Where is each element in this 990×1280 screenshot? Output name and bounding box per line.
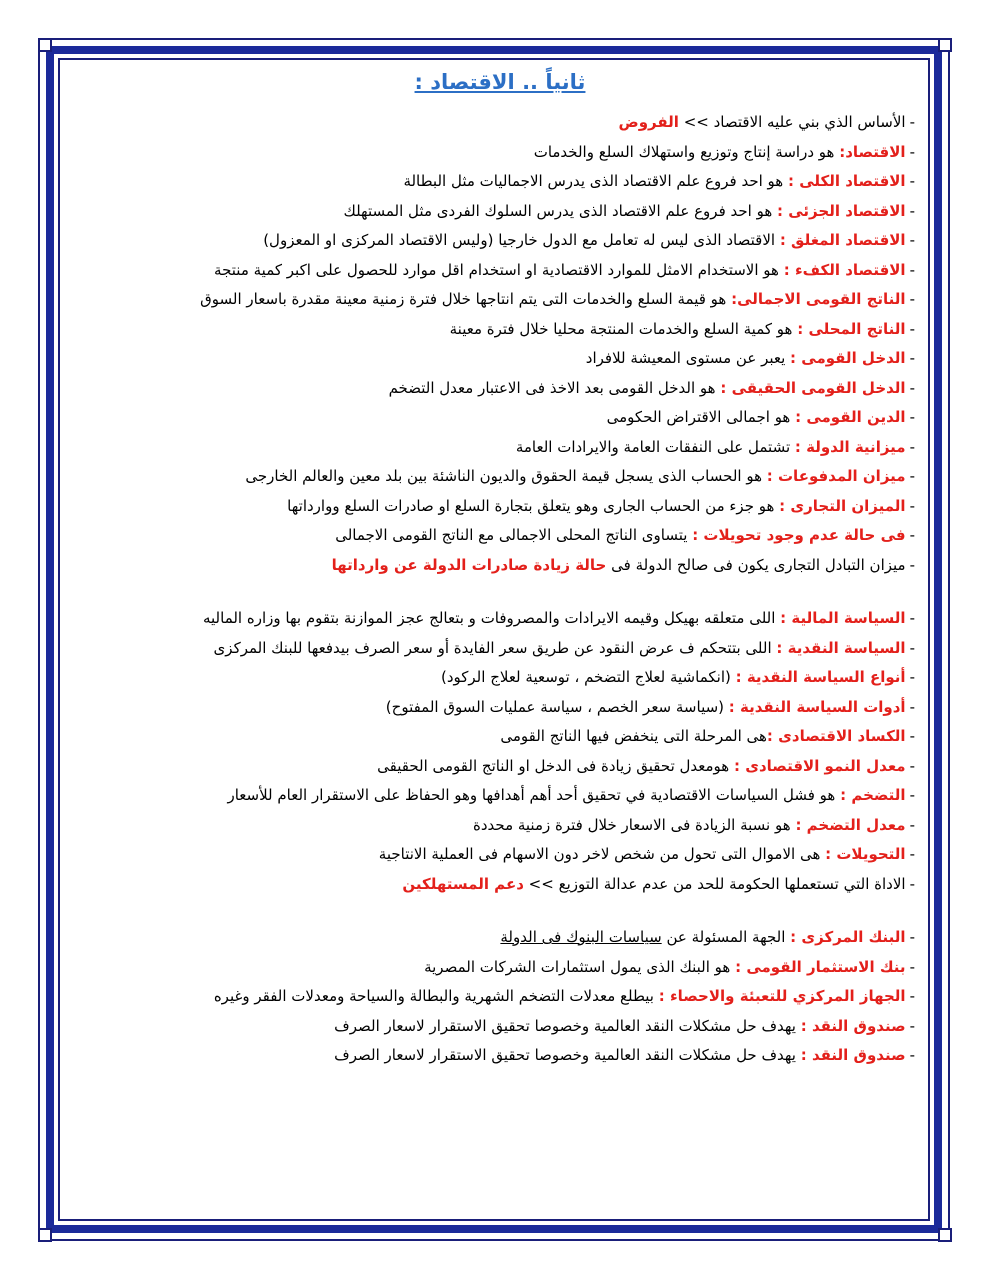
definition-text: الأساس الذي بني عليه الاقتصاد >>	[678, 113, 906, 131]
page-title: ثانياً .. الاقتصاد :	[414, 70, 586, 94]
definition-text: هو اجمالى الاقتراض الحكومى	[606, 408, 796, 426]
definition-text: هو قيمة السلع والخدمات التى يتم انتاجها خلال فترة زمنية معينة مقدرة باسعار السوق	[200, 290, 732, 308]
definitions-section-economy	[85, 108, 915, 580]
definition-text: هو احد فروع علم الاقتصاد الذى يدرس الاجماليات مثل البطالة	[403, 172, 788, 190]
definition-underlined-text: سياسات البنوك فى الدولة	[500, 928, 662, 946]
definition-term: ميزانية الدولة :	[794, 437, 906, 456]
corner-ornament	[38, 1228, 52, 1242]
definition-term: الاقتصاد الكفء :	[783, 260, 906, 279]
definition-line	[85, 982, 915, 1012]
bullet-dash: -	[909, 845, 915, 863]
bullet-dash: -	[909, 290, 915, 308]
definition-text: اللى بتتحكم ف عرض النقود عن طريق سعر الفايدة أو سعر الصرف بيدفعها للبنك المركزى	[213, 638, 777, 657]
definition-line	[85, 551, 915, 581]
definition-line	[85, 923, 915, 953]
definition-line	[85, 108, 915, 138]
definition-highlight: حالة زيادة صادرات الدولة عن وارداتها	[331, 555, 607, 574]
definition-term: ميزان المدفوعات :	[766, 467, 906, 485]
bullet-dash: -	[909, 437, 915, 456]
definition-term: الكساد الاقتصادى :	[766, 727, 906, 745]
bullet-dash: -	[909, 142, 915, 161]
bullet-dash: -	[909, 609, 915, 627]
definition-term: الدين القومى :	[795, 408, 906, 426]
definition-line	[85, 693, 915, 723]
definition-highlight: دعم المستهلكين	[402, 874, 524, 893]
bullet-dash: -	[909, 957, 915, 976]
definition-line	[85, 462, 915, 492]
definition-term: بنك الاستثمار القومى :	[735, 957, 906, 976]
definition-text: هى المرحلة التى ينخفض فيها الناتج القومى	[500, 727, 767, 745]
definition-line	[85, 811, 915, 841]
bullet-dash: -	[909, 638, 915, 657]
definition-text: هو احد فروع علم الاقتصاد الذى يدرس السلوك الفردى مثل المستهلك	[343, 201, 778, 220]
definition-text: يعبر عن مستوى المعيشة للافراد	[585, 349, 791, 367]
bullet-dash: -	[909, 260, 915, 279]
definition-line	[85, 226, 915, 256]
definition-text: هومعدل تحقيق زيادة فى الدخل او الناتج القومى الحقيقى	[377, 756, 734, 775]
bullet-dash: -	[909, 668, 915, 686]
definition-term: أنواع السياسة النقدية :	[735, 668, 906, 686]
bullet-dash: -	[909, 1046, 915, 1064]
definition-line	[85, 344, 915, 374]
definition-line	[85, 663, 915, 693]
definition-line	[85, 492, 915, 522]
definition-text: الاداة التي تستعملها الحكومة للحد من عدم عدالة التوزيع >>	[523, 874, 906, 893]
bullet-dash: -	[909, 987, 915, 1005]
definition-line	[85, 197, 915, 227]
definition-term: الاقتصاد الكلى :	[787, 172, 906, 190]
definition-line	[85, 433, 915, 463]
definition-text: هو دراسة إنتاج وتوزيع واستهلاك السلع والخدمات	[533, 142, 840, 161]
bullet-dash: -	[909, 349, 915, 367]
definition-line	[85, 1041, 915, 1071]
definition-line	[85, 840, 915, 870]
definition-line	[85, 870, 915, 900]
bullet-dash: -	[909, 113, 915, 131]
definition-text: بيطلع معدلات التضخم الشهرية والبطالة والسياحة ومعدلات الفقر وغيره	[213, 987, 659, 1005]
section-gap	[85, 580, 915, 604]
bullet-dash: -	[909, 378, 915, 397]
definition-text: هو الحساب الذى يسجل قيمة الحقوق والديون الناشئة بين بلد معين والعالم الخارجى	[245, 467, 767, 485]
definition-term: السياسة المالية :	[780, 609, 906, 627]
definition-line	[85, 604, 915, 634]
corner-ornament	[938, 1228, 952, 1242]
bullet-dash: -	[909, 319, 915, 338]
bullet-dash: -	[909, 201, 915, 220]
corner-ornament	[38, 38, 52, 52]
definition-line	[85, 1012, 915, 1042]
definitions-section-policy	[85, 604, 915, 899]
corner-ornament	[938, 38, 952, 52]
definition-line	[85, 521, 915, 551]
definition-line	[85, 138, 915, 168]
definition-term: معدل التضخم :	[795, 815, 906, 834]
definition-term: الناتج القومى الاجمالى:	[731, 290, 906, 308]
definition-text: هى الاموال التى تحول من شخص لاخر دون الاسهام فى العملية الانتاجية	[378, 845, 826, 863]
definition-text: الاقتصاد الذى ليس له تعامل مع الدول خارجيا (وليس الاقتصاد المركزى او المعزول)	[263, 231, 780, 249]
bullet-dash: -	[909, 874, 915, 893]
definition-line	[85, 781, 915, 811]
definition-text: هو نسبة الزيادة فى الاسعار خلال فترة زمنية محددة	[472, 815, 796, 834]
definition-text: ميزان التبادل التجارى يكون فى صالح الدولة فى	[606, 555, 906, 574]
definition-line	[85, 315, 915, 345]
bullet-dash: -	[909, 526, 915, 544]
definition-line	[85, 634, 915, 664]
definition-term: الناتج المحلى :	[797, 319, 906, 338]
definitions-section-institutions	[85, 923, 915, 1071]
definition-term: الاقتصاد المغلق :	[779, 231, 906, 249]
definition-term: الميزان التجارى :	[779, 496, 906, 515]
definition-term: الدخل القومى :	[790, 349, 906, 367]
definition-text: يهدف حل مشكلات النقد العالمية وخصوصا تحقيق الاستقرار لاسعار الصرف	[334, 1016, 801, 1035]
definition-term: التحويلات :	[825, 845, 906, 863]
bullet-dash: -	[909, 467, 915, 485]
bullet-dash: -	[909, 756, 915, 775]
definition-text: تشتمل على النفقات العامة والايرادات العامة	[515, 437, 795, 456]
bullet-dash: -	[909, 555, 915, 574]
definition-text: هو فشل السياسات الاقتصادية في تحقيق أحد أهم أهدافها وهو الحفاظ على الاستقرار العام للأسعار	[227, 786, 841, 804]
definition-term: معدل النمو الاقتصادى :	[734, 756, 906, 775]
definition-term: التضخم :	[840, 786, 906, 804]
definition-line	[85, 953, 915, 983]
definition-text: (انكماشية لعلاج التضخم ، توسعية لعلاج الركود)	[440, 668, 736, 686]
definition-highlight: الفروض	[618, 113, 679, 131]
definition-line	[85, 167, 915, 197]
bullet-dash: -	[909, 496, 915, 515]
definition-text: يتساوى الناتج المحلى الاجمالى مع الناتج القومى الاجمالى	[335, 526, 693, 544]
definition-text: اللى متعلقه بهيكل وقيمه الايرادات والمصروفات و بتعالج عجز الموازنة بتقوم بها وزاره الماليه	[202, 609, 781, 627]
definition-text: هو جزء من الحساب الجارى وهو يتعلق بتجارة السلع او صادرات السلع ووارداتها	[287, 496, 780, 515]
definition-line	[85, 374, 915, 404]
bullet-dash: -	[909, 231, 915, 249]
bullet-dash: -	[909, 786, 915, 804]
definition-term: الجهاز المركزي للتعبئة والاحصاء :	[658, 987, 906, 1005]
definition-line	[85, 722, 915, 752]
document-body	[85, 62, 915, 1071]
bullet-dash: -	[909, 815, 915, 834]
definition-line	[85, 403, 915, 433]
definition-term: الاقتصاد:	[839, 142, 906, 161]
definition-text: هو البنك الذى يمول استثمارات الشركات المصرية	[424, 957, 736, 976]
definition-text: الجهة المسئولة عن	[661, 928, 791, 946]
definition-term: أدوات السياسة النقدية :	[728, 697, 906, 716]
bullet-dash: -	[909, 727, 915, 745]
bullet-dash: -	[909, 928, 915, 946]
definition-line	[85, 285, 915, 315]
definition-term: الاقتصاد الجزئى :	[777, 201, 906, 220]
definition-term: البنك المركزى :	[790, 928, 906, 946]
definition-line	[85, 256, 915, 286]
definition-term: فى حالة عدم وجود تحويلات :	[692, 526, 906, 544]
definition-term: صندوق النقد :	[800, 1046, 906, 1064]
definition-line	[85, 752, 915, 782]
bullet-dash: -	[909, 408, 915, 426]
bullet-dash: -	[909, 697, 915, 716]
bullet-dash: -	[909, 1016, 915, 1035]
definition-text: هو كمية السلع والخدمات المنتجة محليا خلال فترة معينة	[449, 319, 798, 338]
definition-term: الدخل القومى الحقيقى :	[720, 378, 906, 397]
definition-text: يهدف حل مشكلات النقد العالمية وخصوصا تحقيق الاستقرار لاسعار الصرف	[334, 1046, 801, 1064]
definition-term: صندوق النقد :	[800, 1016, 906, 1035]
definition-text: هو الاستخدام الامثل للموارد الاقتصادية او استخدام اقل موارد للحصول على اكبر كمية منتجة	[214, 260, 784, 279]
bullet-dash: -	[909, 172, 915, 190]
definition-text: هو الدخل القومى بعد الاخذ فى الاعتبار معدل التضخم	[388, 378, 721, 397]
definition-text: (سياسة سعر الخصم ، سياسة عمليات السوق المفتوح)	[385, 697, 729, 716]
definition-term: السياسة النقدية :	[776, 638, 906, 657]
section-gap	[85, 899, 915, 923]
